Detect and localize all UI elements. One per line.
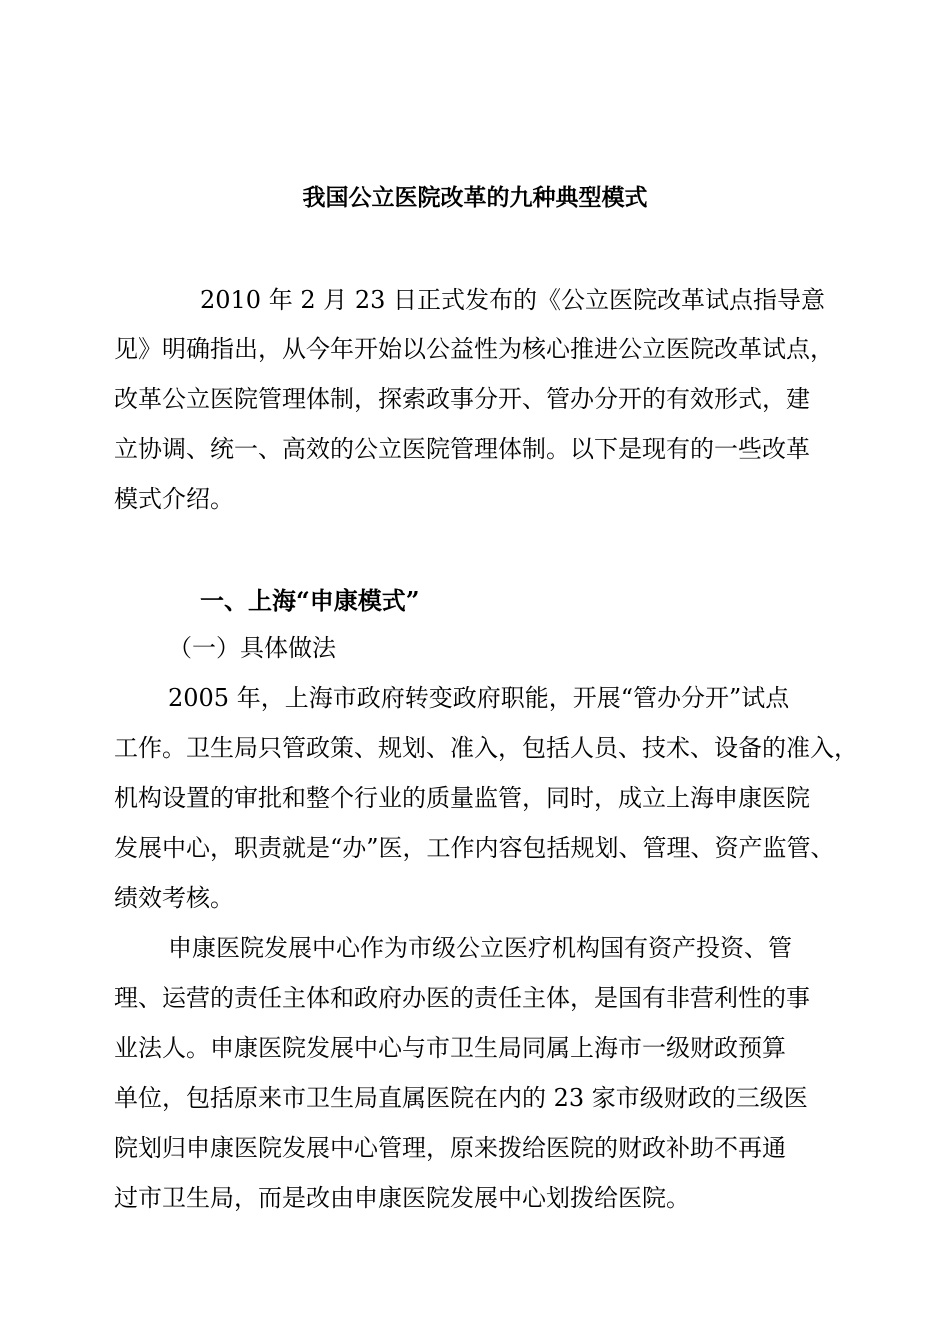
intro-line: 见》明确指出，从今年开始以公益性为核心推进公立医院改革试点， [114, 335, 834, 363]
paragraph-line: 业法人。申康医院发展中心与市卫生局同属上海市一级财政预算 [114, 1034, 786, 1062]
paragraph-line: 理、运营的责任主体和政府办医的责任主体，是国有非营利性的事 [114, 984, 810, 1012]
section-heading: 一、上海“申康模式” [200, 586, 420, 615]
paragraph-line: 过市卫生局，而是改由申康医院发展中心划拨给医院。 [114, 1184, 690, 1212]
section-subheading: （一）具体做法 [168, 634, 336, 662]
paragraph-line: 2005 年，上海市政府转变政府职能，开展“管办分开”试点 [168, 684, 790, 712]
paragraph-line: 绩效考核。 [114, 884, 234, 912]
document-title: 我国公立医院改革的九种典型模式 [302, 184, 648, 211]
intro-line: 立协调、统一、高效的公立医院管理体制。以下是现有的一些改革 [114, 435, 810, 463]
intro-line: 改革公立医院管理体制，探索政事分开、管办分开的有效形式，建 [114, 385, 810, 413]
paragraph-line: 单位，包括原来市卫生局直属医院在内的 23 家市级财政的三级医 [114, 1084, 808, 1112]
paragraph-line: 申康医院发展中心作为市级公立医疗机构国有资产投资、管 [168, 934, 792, 962]
paragraph-line: 发展中心，职责就是“办”医，工作内容包括规划、管理、资产监管、 [114, 834, 835, 862]
paragraph-line: 院划归申康医院发展中心管理，原来拨给医院的财政补助不再通 [114, 1134, 786, 1162]
intro-line: 2010 年 2 月 23 日正式发布的《公立医院改革试点指导意 [200, 286, 826, 314]
intro-line: 模式介绍。 [114, 485, 234, 513]
paragraph-line: 机构设置的审批和整个行业的质量监管，同时，成立上海申康医院 [114, 784, 810, 812]
paragraph-line: 工作。卫生局只管政策、规划、准入，包括人员、技术、设备的准入， [114, 734, 858, 762]
